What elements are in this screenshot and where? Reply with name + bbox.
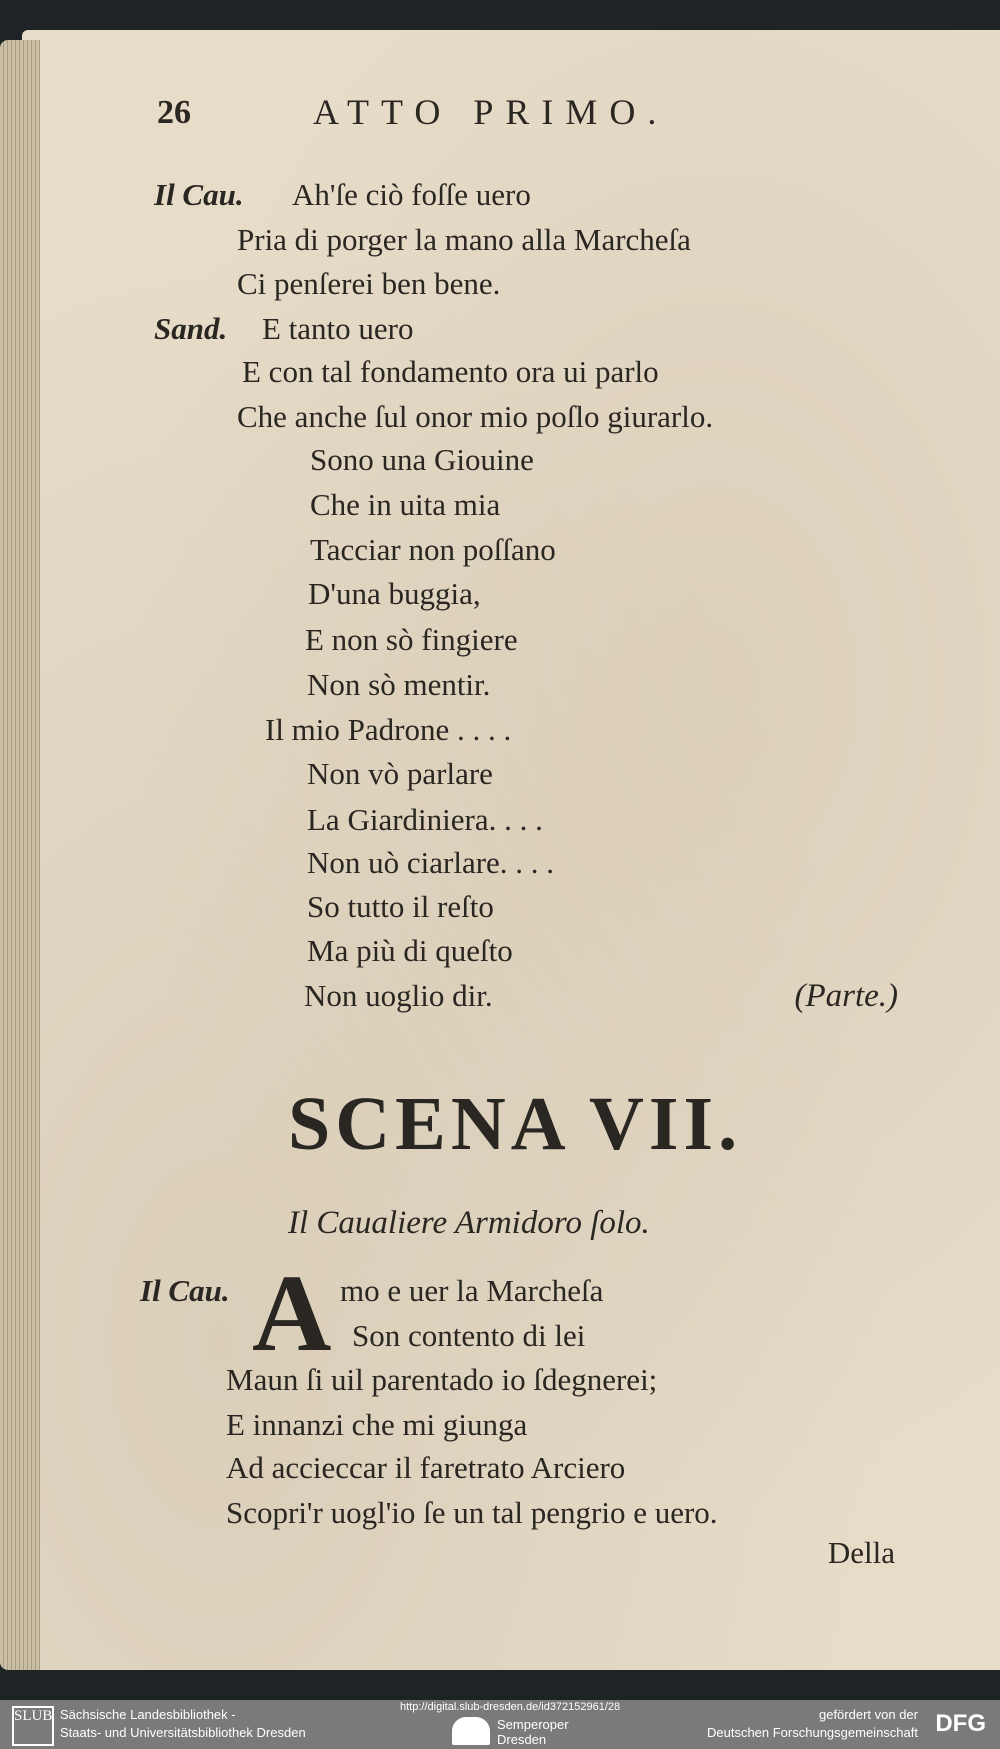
verse-line: Non sò mentir. <box>307 667 491 702</box>
catchword: Della <box>827 1535 895 1570</box>
verse-line: Che in uita mia <box>310 487 501 522</box>
verse-line: Ad accieccar il faretrato Arciero <box>226 1450 626 1485</box>
verse-line: Son contento di lei <box>352 1318 586 1353</box>
speaker: Sand. <box>154 311 228 346</box>
verse-line: Ah'ſe ciò foſſe uero <box>292 177 531 212</box>
verse-line: Ma più di queſto <box>307 933 513 968</box>
scene-subtitle: Il Caualiere Armidoro ſolo. <box>288 1205 650 1241</box>
scene-title: SCENA VII. <box>288 1082 743 1166</box>
funding-line2: Deutschen Forschungsgemeinschaft <box>706 1725 918 1740</box>
semperoper-logo-icon <box>452 1717 490 1745</box>
speaker: Il Cau. <box>154 177 244 212</box>
page-edges <box>0 40 40 1670</box>
funding-line1: gefördert von der <box>818 1707 918 1722</box>
verse-line: E innanzi che mi giunga <box>226 1407 528 1442</box>
stage-direction: (Parte.) <box>794 978 898 1014</box>
dfg-logo: DFG <box>935 1710 986 1737</box>
verse-line: Tacciar non poſſano <box>310 532 556 567</box>
verse-line: E tanto uero <box>262 311 414 346</box>
running-title: ATTO PRIMO. <box>313 92 669 132</box>
speaker: Il Cau. <box>140 1273 230 1308</box>
verse-line: E non sò fingiere <box>305 622 518 657</box>
permalink[interactable]: http://digital.slub-dresden.de/id372152961/28 <box>400 1701 621 1713</box>
verse-line: So tutto il reſto <box>307 889 494 924</box>
library-name-line1: Sächsische Landesbibliothek - <box>60 1707 236 1722</box>
verse-line: Non vò parlare <box>307 756 493 791</box>
footer-bar <box>0 1700 1000 1749</box>
verse-line: Il mio Padrone . . . . <box>265 712 512 747</box>
verse-line: Non uò ciarlare. . . . <box>307 845 555 880</box>
verse-line: Maun ſi uil parentado io ſdegnerei; <box>226 1362 658 1397</box>
verse-line: Ci penſerei ben bene. <box>237 266 501 301</box>
verse-line: D'una buggia, <box>308 576 481 611</box>
semperoper-line2: Dresden <box>497 1732 547 1747</box>
verse-line: E con tal fondamento ora ui parlo <box>242 354 659 389</box>
verse-line: La Giardiniera. . . . <box>307 802 543 837</box>
verse-line: Sono una Giouine <box>310 442 534 477</box>
verse-line: Che anche ſul onor mio poſlo giurarlo. <box>237 399 714 434</box>
verse-line: mo e uer la Marcheſa <box>340 1273 604 1308</box>
verse-line: Pria di porger la mano alla Marcheſa <box>237 222 691 257</box>
library-name-line2: Staats- und Universitätsbibliothek Dresden <box>60 1725 306 1740</box>
drop-cap-initial: A <box>252 1252 332 1374</box>
verse-line: Scopri'r uogl'io ſe un tal pengrio e uero. <box>226 1495 718 1530</box>
slub-logo: SLUB <box>12 1706 54 1746</box>
page-number: 26 <box>157 94 191 131</box>
verse-line: Non uoglio dir. <box>304 978 493 1013</box>
semperoper-line1: Semperoper <box>497 1717 569 1732</box>
